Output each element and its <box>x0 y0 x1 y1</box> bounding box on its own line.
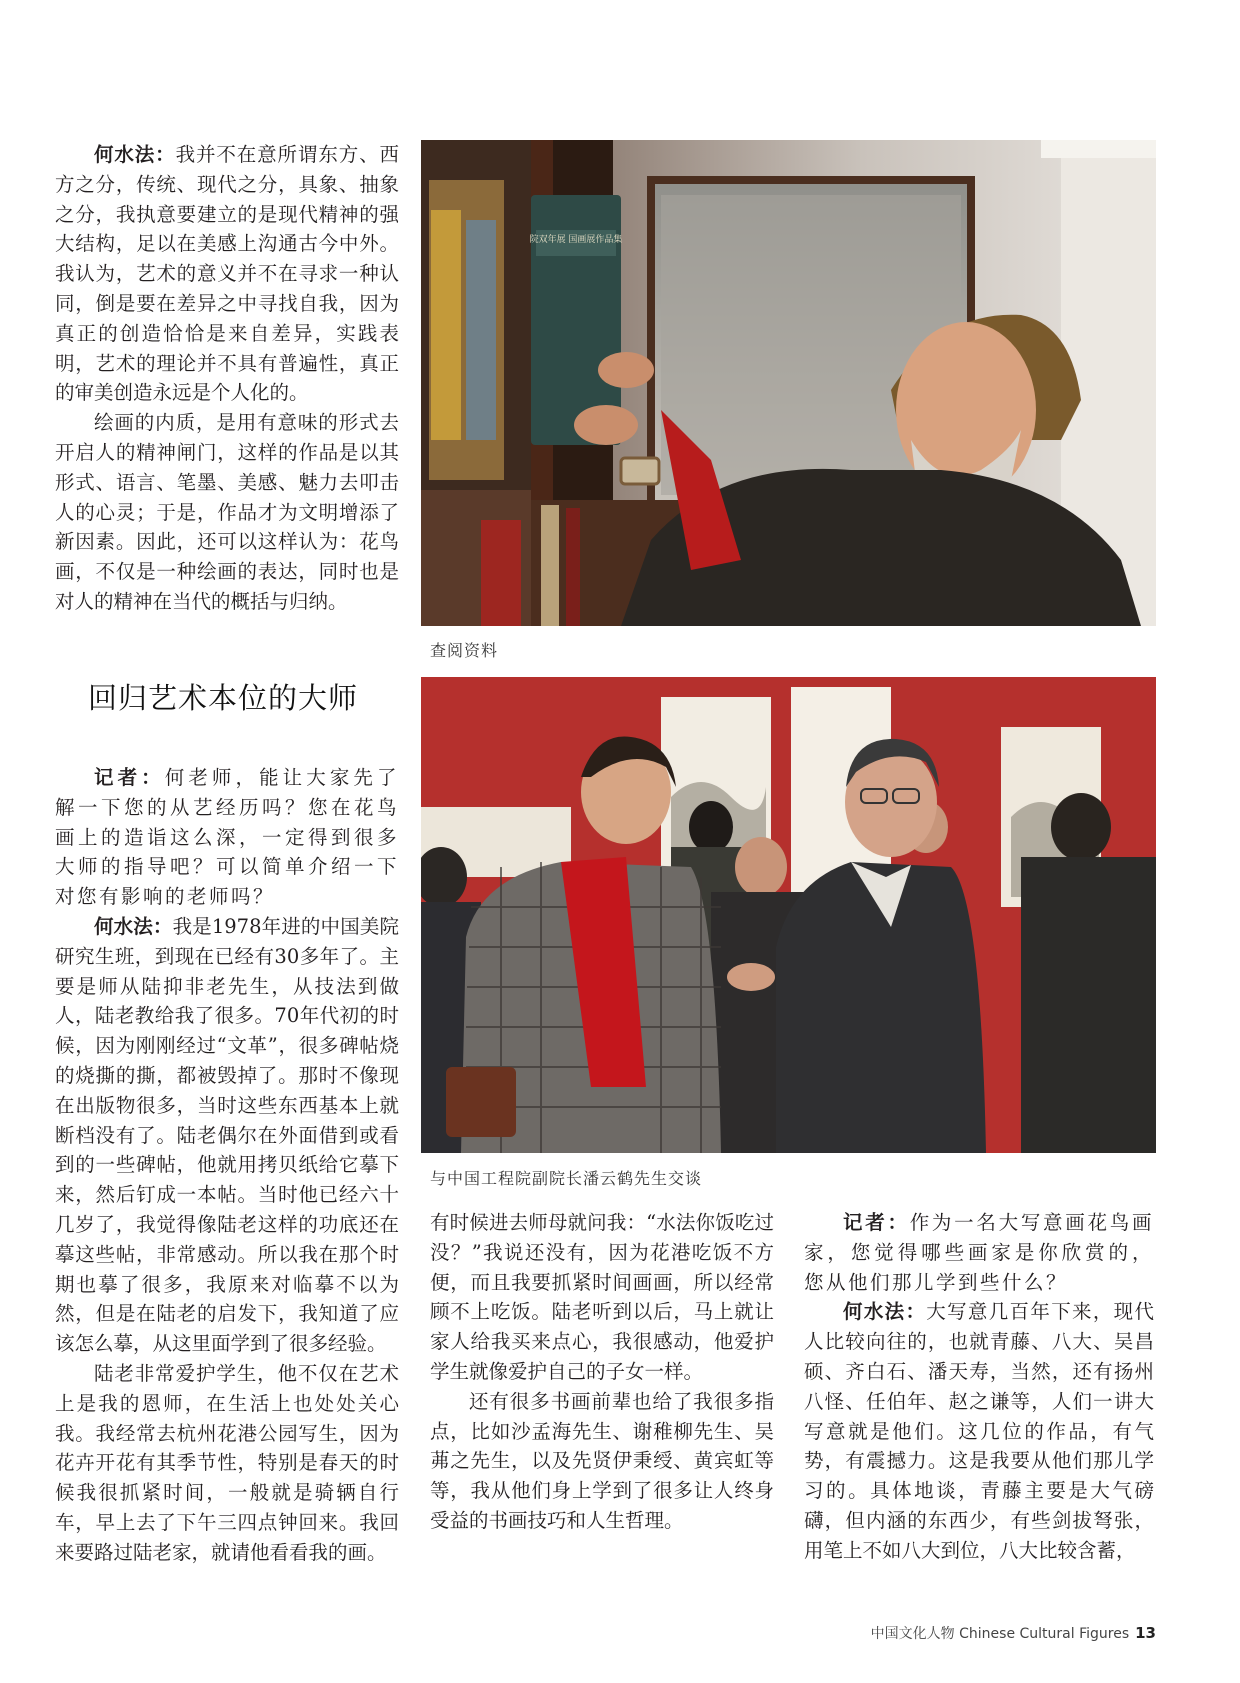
article-column-right <box>804 1208 1154 1566</box>
photo-bookshelf <box>421 140 1156 626</box>
magazine-name: 中国文化人物 Chinese Cultural Figures <box>870 1626 1130 1642</box>
answer-text: 大写意几百年下来，现代人比较向往的，也就青藤、八大、吴昌硕、齐白石、潘天寿，当然，还有扬州八怪、任伯年、赵之谦等，人们一讲大写意就是他们。这几位的作品，有气势，有震撼力。这是我要从他们那儿学习的。具体地谈，青藤主要是大气磅礴，但内涵的东西少，有些剑拔弩张，用笔上不如八大到位，八大比较含蓄， <box>804 1300 1154 1562</box>
photo-exhibition <box>421 677 1156 1153</box>
photo-caption: 查阅资料 <box>430 641 499 660</box>
speaker-label: 记者： <box>94 766 165 789</box>
answer-text: 我是1978年进的中国美院研究生班，到现在已经有30多年了。主要是师从陆抑非老先生，从技法到做人，陆老教给我了很多。70年代初的时候，因为刚刚经过“文革”，很多碑帖烧的烧撕的撕，都被毁掉了。那时不像现在出版物很多，当时这些东西基本上就断档没有了。陆老偶尔在外面借到或看到的一些碑帖，他就用拷贝纸给它摹下来，然后钉成一本帖。当时他已经六十几岁了，我觉得像陆老这样的功底还在摹这些帖，非常感动。所以我在那个时期也摹了很多，我原来对临摹不以为然，但是在陆老的启发下，我知道了应该怎么摹，从这里面学到了很多经验。 <box>55 914 399 1356</box>
paragraph <box>55 140 399 408</box>
article-column-left <box>55 763 399 1568</box>
question-text: 何老师，能让大家先了解一下您的从艺经历吗？您在花鸟画上的造诣这么深，一定得到很多大师的指导吧？可以简单介绍一下对您有影响的老师吗？ <box>55 766 399 909</box>
speaker-label: 何水法： <box>94 914 173 938</box>
paragraph: 绘画的内质，是用有意味的形式去开启人的精神闸门，这样的作品是以其形式、语言、笔墨、美感、魅力去叩击人的心灵；于是，作品才为文明增添了新因素。因此，还可以这样认为：花鸟画，不仅是一种绘画的表达，同时也是对人的精神在当代的概括与归纳。 <box>55 411 399 613</box>
page-number: 13 <box>1135 1624 1156 1642</box>
speaker-label: 何水法： <box>94 143 176 166</box>
bookshelf-scene <box>421 140 1156 626</box>
reporter-question <box>55 763 399 912</box>
speaker-label: 记者： <box>843 1211 910 1234</box>
article-column-middle <box>430 1208 774 1536</box>
section-title: 回归艺术本位的大师 <box>88 681 359 715</box>
photo-caption: 与中国工程院副院长潘云鹤先生交谈 <box>430 1169 703 1188</box>
reporter-question <box>804 1208 1154 1297</box>
speaker-label: 何水法： <box>843 1300 927 1324</box>
paragraph-text: 我并不在意所谓东方、西方之分，传统、现代之分，具象、抽象之分，我执意要建立的是现代精神的强大结构，足以在美感上沟通古今中外。我认为，艺术的意义并不在寻求一种认同，倒是要在差异之中寻找自我，因为真正的创造恰恰是来自差异，实践表明，艺术的理论并不具有普遍性，真正的审美创造永远是个人化的。 <box>55 143 399 405</box>
answer-paragraph <box>804 1297 1154 1565</box>
paragraph: 有时候进去师母就问我：“水法你饭吃过没？”我说还没有，因为花港吃饭不方便，而且我要抓紧时间画画，所以经常顾不上吃饭。陆老听到以后，马上就让家人给我买来点心，我很感动，他爱护学生就像爱护自己的子女一样。 <box>430 1211 774 1383</box>
article-column-top <box>55 140 399 617</box>
book-spine-text: 院双年展 国画展作品集 <box>529 235 623 245</box>
exhibition-scene <box>421 677 1156 1153</box>
paragraph: 还有很多书画前辈也给了我很多指点，比如沙孟海先生、谢稚柳先生、吴茀之先生，以及先贤伊秉绶、黄宾虹等等，我从他们身上学到了很多让人终身受益的书画技巧和人生哲理。 <box>430 1389 774 1532</box>
page-footer <box>871 1623 1156 1643</box>
question-text: 作为一名大写意画花鸟画家，您觉得哪些画家是你欣赏的，您从他们那儿学到些什么？ <box>804 1211 1154 1294</box>
paragraph: 陆老非常爱护学生，他不仅在艺术上是我的恩师，在生活上也处处关心我。我经常去杭州花港公园写生，因为花卉开花有其季节性，特别是春天的时候我很抓紧时间，一般就是骑辆自行车，早上去了下午三四点钟回来。我回来要路过陆老家，就请他看看我的画。 <box>55 1361 399 1564</box>
answer-paragraph <box>55 912 399 1359</box>
